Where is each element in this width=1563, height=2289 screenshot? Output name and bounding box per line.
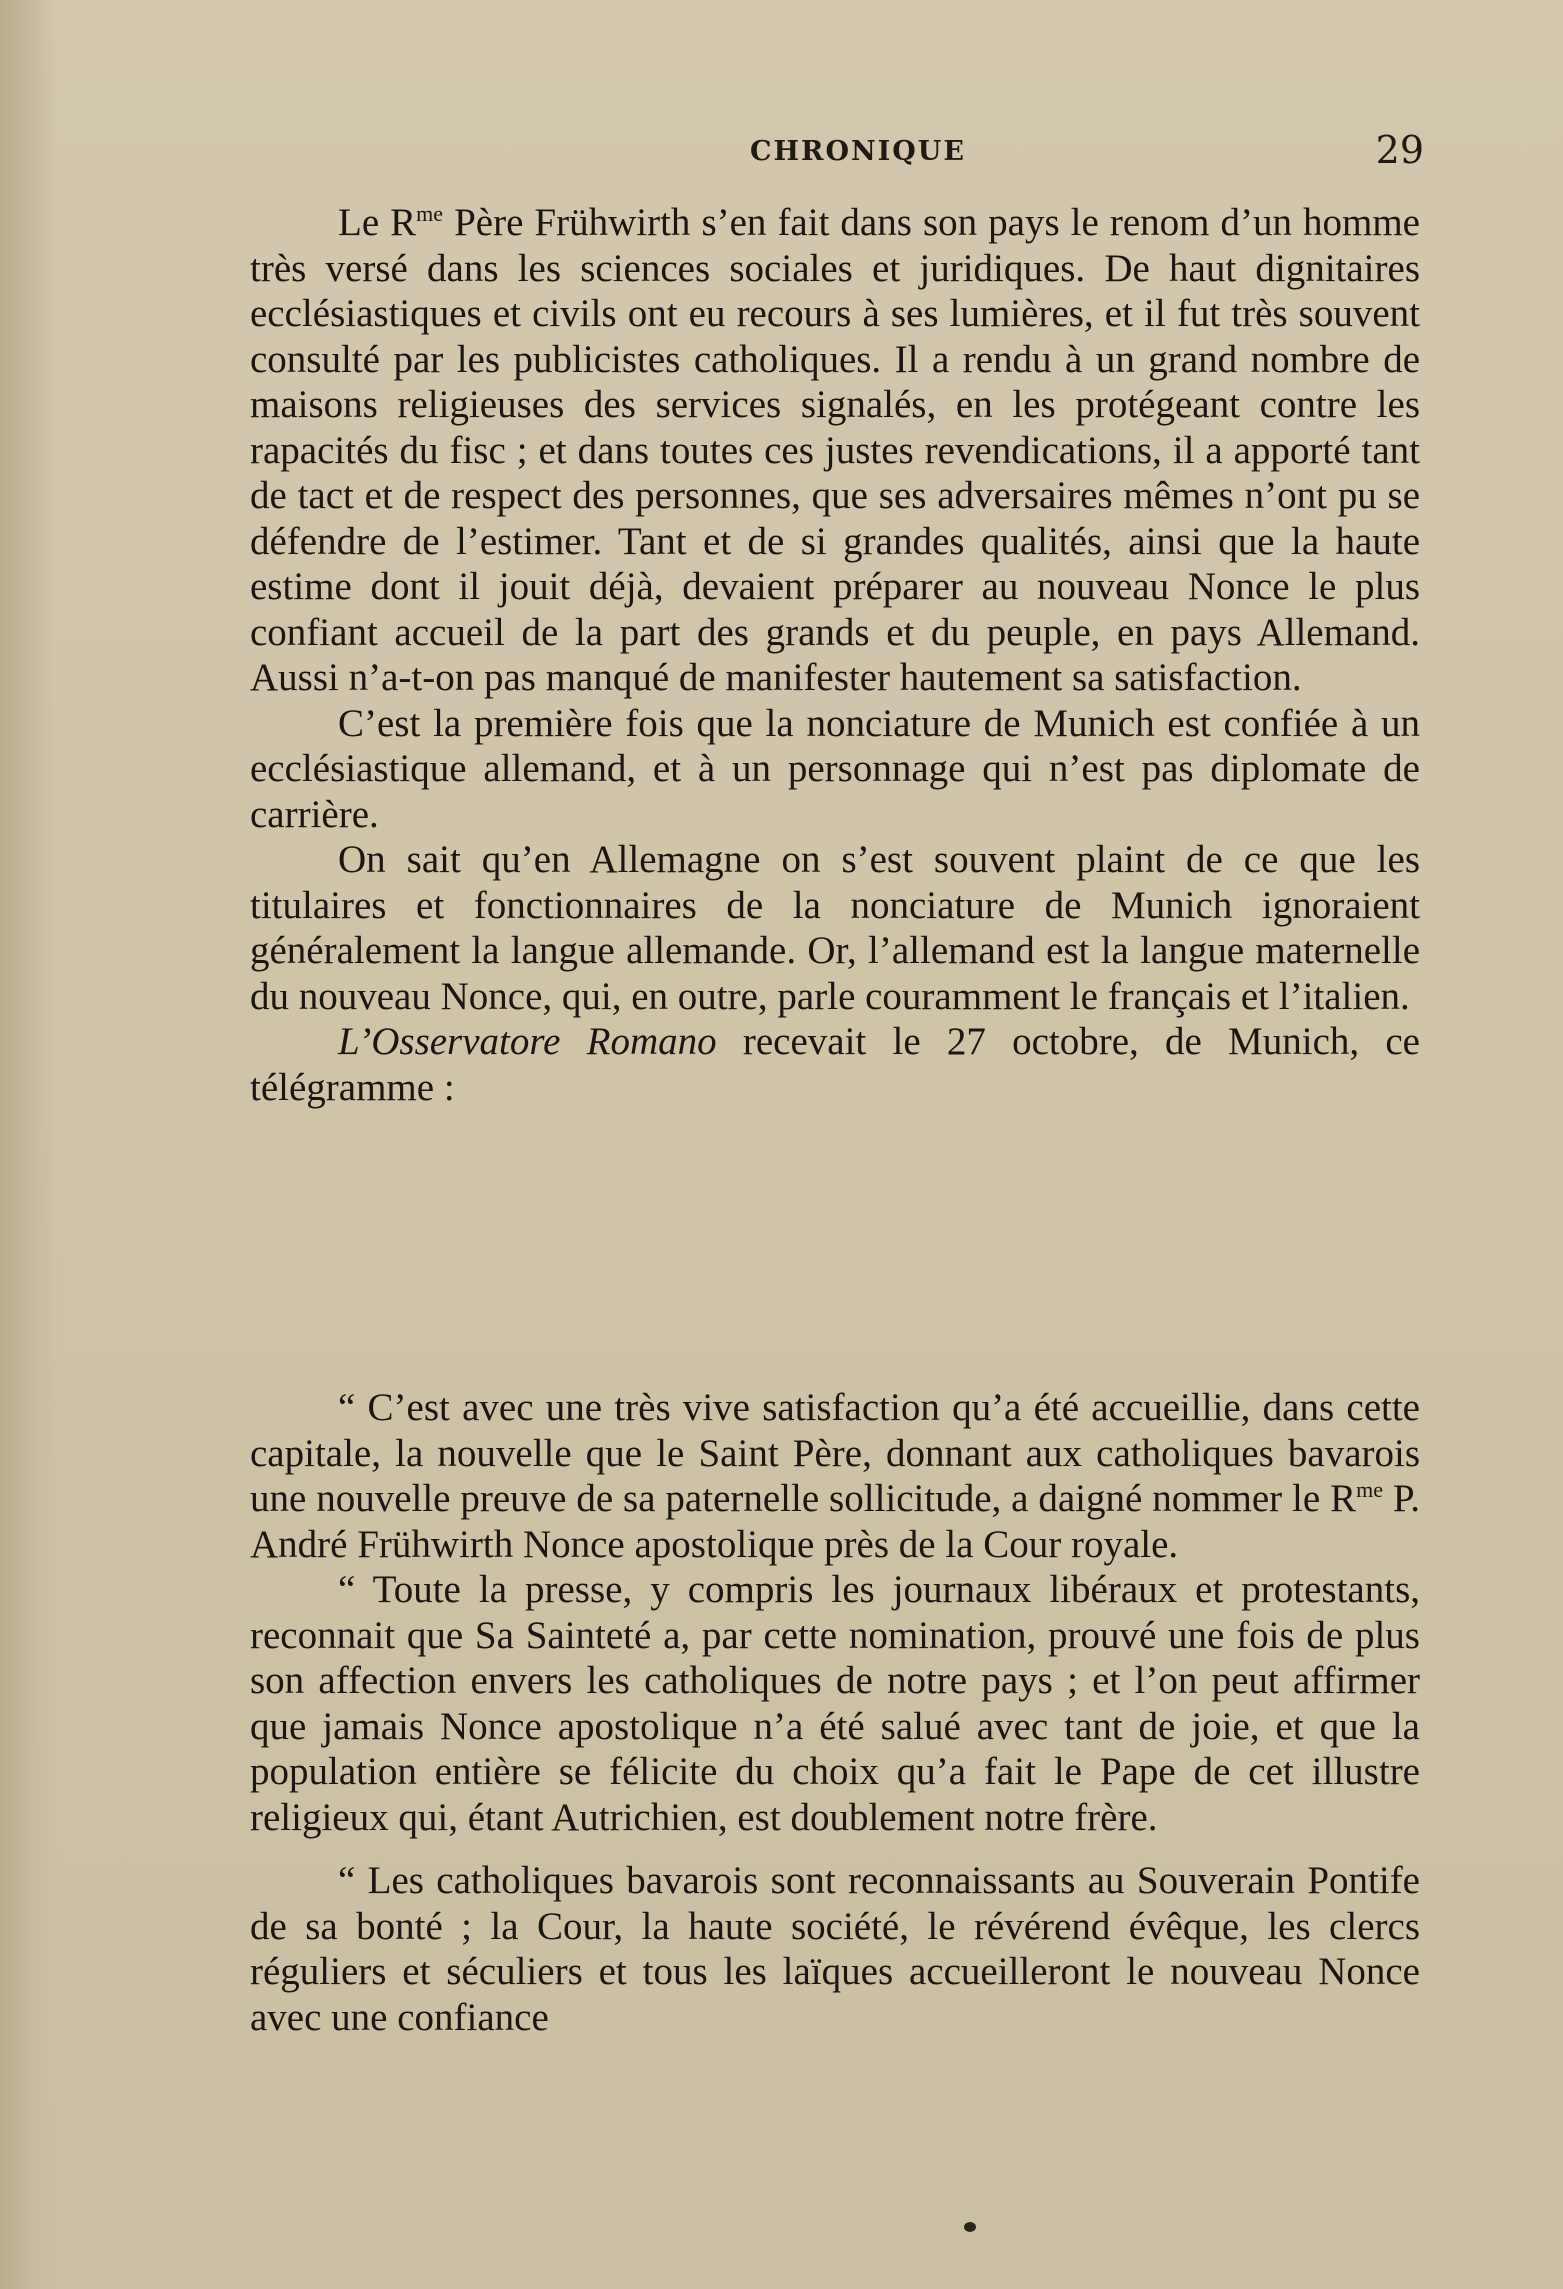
paragraph-1 [250, 200, 1420, 701]
quote-1-start: “ C’est avec une très vive satisfaction qu’a été accueillie, dans cette capitale, la nouvelle que le Saint Père, donnant aux catholiques bavarois une nouvelle preuve de sa paternelle sollicitude, a daigné nommer le R [250, 1386, 1420, 1520]
running-title: CHRONIQUE [750, 136, 966, 167]
quote-paragraph-3: “ Les catholiques bavarois sont reconnaissants au Souverain Pontife de sa bonté ; la Cour, la haute société, le révérend évêque, les clercs réguliers et séculiers et tous les laïques accueilleront le nouveau Nonce avec une confiance [250, 1859, 1420, 2039]
page-header [240, 128, 1430, 188]
telegram-quote [250, 1385, 1420, 2040]
page-number: 29 [1375, 128, 1424, 172]
superscript-me-quote: me [1356, 1477, 1383, 1502]
body-text [250, 200, 1420, 1110]
paragraph-3: On sait qu’en Allemagne on s’est souvent plaint de ce que les titulaires et fonctionnaires de la nonciature de Munich ignoraient généralement la langue allemande. Or, l’allemand est la langue maternelle du nouveau Nonce, qui, en outre, parle couramment le français et l’italien. [250, 838, 1420, 1018]
quote-paragraph-2: “ Toute la presse, y compris les journaux libéraux et protestants, reconnait que Sa Sainteté a, par cette nomination, prouvé une fois de plus son affection envers les catholiques de notre pays ; et l’on peut affirmer que jamais Nonce apostolique n’a été salué avec tant de joie, et que la population entière se félicite du choix qu’a fait le Pape de cet illustre religieux qui, étant Autrichien, est doublement notre frère. [250, 1568, 1420, 1839]
newspaper-title: L’Osservatore Romano [338, 1020, 717, 1063]
ink-spot [964, 2222, 976, 2232]
paragraph-4-rest: recevait le 27 octobre, de Munich, ce télégramme : [250, 1020, 1420, 1109]
paragraph-1-rest: Père Frühwirth s’en fait dans son pays le renom d’un homme très versé dans les sciences sociales et juridiques. De haut dignitaires ecclésiastiques et civils ont eu recours à ses lumières, et il fut très souvent consulté par les publicistes catholiques. Il a rendu à un grand nombre de maisons religieuses des services signalés, en les protégeant contre les rapacités du fisc ; et dans toutes ces justes revendications, il a apporté tant de tact et de respect des personnes, que ses adversaires mêmes n’ont pu se défendre de l’estimer. Tant et de si grandes qualités, ainsi que la haute estime dont il jouit déjà, devaient préparer au nouveau Nonce le plus confiant accueil de la part des grands et du peuple, en pays Allemand. Aussi n’a-t-on pas manqué de manifester hautement sa satisfaction. [250, 201, 1420, 699]
quote-1-rest: P. André Frühwirth Nonce apostolique près de la Cour royale. [250, 1477, 1421, 1566]
superscript-me: me [416, 201, 444, 226]
paragraph-2: C’est la première fois que la nonciature de Munich est confiée à un ecclésiastique allemand, et à un personnage qui n’est pas diplomate de carrière. [250, 701, 1420, 836]
paragraph-1-start: Le R [338, 201, 417, 244]
binding-edge [0, 0, 58, 2289]
quote-paragraph-1 [250, 1385, 1420, 1567]
paragraph-4 [250, 1019, 1420, 1110]
